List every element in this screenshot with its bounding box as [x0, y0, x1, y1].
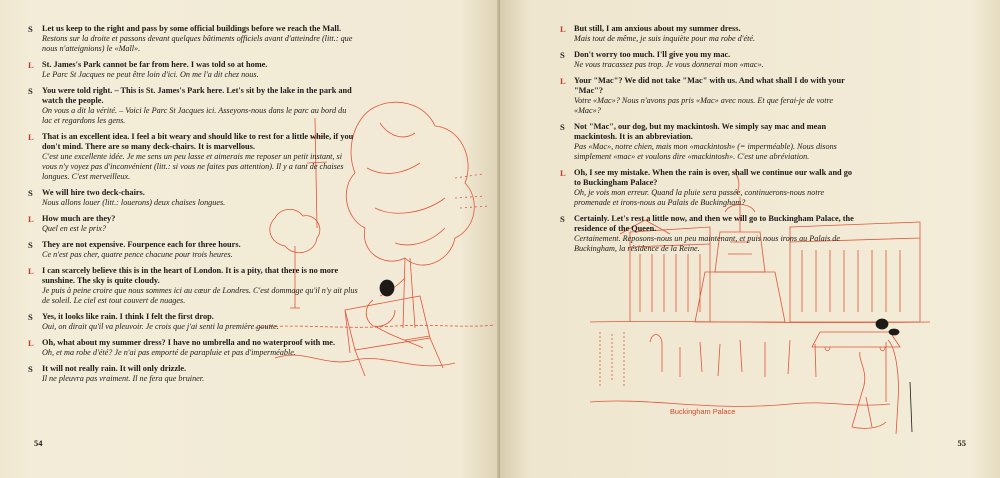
speaker-marker: S: [28, 86, 33, 96]
speaker-marker: L: [560, 76, 566, 86]
french-line: Ne vous tracassez pas trop. Je vous donnerai mon «mac».: [574, 60, 764, 69]
english-line: Yes, it looks like rain. I think I felt the first drop.: [42, 312, 214, 321]
french-line: Quel en est le prix?: [42, 224, 107, 233]
english-line: Oh, I see my mistake. When the rain is over, shall we continue our walk and go to Buckingham Palace?: [574, 168, 853, 187]
right-page: [500, 0, 1000, 478]
french-line: Oh, je vois mon erreur. Quand la pluie sera passée, continuerons-nous notre promenade et irons-nous au Palais de Buckingham?: [574, 188, 825, 207]
speaker-marker: S: [28, 24, 33, 34]
page-number: 54: [34, 438, 43, 448]
english-line: We will hire two deck-chairs.: [42, 188, 145, 197]
english-line: Not "Mac", our dog, but my mackintosh. We simply say mac and mean mackintosh. It is an abbreviation.: [574, 122, 827, 141]
page-number: 55: [957, 438, 966, 448]
dialogue-entry: [560, 24, 860, 44]
speaker-marker: S: [28, 312, 33, 322]
speaker-marker: S: [28, 364, 33, 374]
english-line: St. James's Park cannot be far from here. I was told so at home.: [42, 60, 268, 69]
dialogue-entry: [560, 168, 860, 208]
english-line: Your "Mac"? We did not take "Mac" with us. And what shall I do with your "Mac"?: [574, 76, 845, 95]
speaker-marker: S: [560, 214, 565, 224]
english-line: How much are they?: [42, 214, 116, 223]
french-line: Mais tout de même, je suis inquiète pour ma robe d'été.: [574, 34, 756, 43]
english-line: Don't worry too much. I'll give you my mac.: [574, 50, 731, 59]
english-line: You were told right. – This is St. James's Park here. Let's sit by the lake in the park and watch the people.: [42, 86, 352, 105]
speaker-marker: S: [560, 122, 565, 132]
dialogue-entry: [28, 240, 358, 260]
english-line: They are not expensive. Fourpence each for three hours.: [42, 240, 241, 249]
english-line: Let us keep to the right and pass by some official buildings before we reach the Mall.: [42, 24, 342, 33]
french-line: Nous allons louer (litt.: louerons) deux chaises longues.: [42, 198, 226, 207]
dialogue-entry: [28, 86, 358, 126]
french-line: Oui, on dirait qu'il va pleuvoir. Je crois que j'ai senti la première goutte.: [42, 322, 279, 331]
french-line: Le Parc St Jacques ne peut être loin d'ici. On me l'a dit chez nous.: [42, 70, 259, 79]
illustration-caption: Buckingham Palace: [670, 407, 736, 416]
speaker-marker: L: [28, 60, 34, 70]
speaker-marker: L: [28, 266, 34, 276]
speaker-marker: S: [28, 188, 33, 198]
french-line: Pas «Mac», notre chien, mais mon «mackintosh» (= imperméable). Nous disons simplement «mac» et voulons dire «mackintosh». C'est une abréviation.: [574, 142, 837, 161]
dialogue-list-right: [560, 24, 860, 260]
dialogue-entry: [28, 214, 358, 234]
speaker-marker: L: [28, 214, 34, 224]
dialogue-entry: [28, 60, 358, 80]
dialogue-entry: [560, 76, 860, 116]
speaker-marker: L: [28, 132, 34, 142]
french-line: Votre «Mac»? Nous n'avons pas pris «Mac» avec nous. Et que ferai-je de votre «Mac»?: [574, 96, 833, 115]
french-line: Je puis à peine croire que nous sommes ici au cœur de Londres. C'est dommage qu'il n'y ait plus de soleil. Le ciel est tout couvert de nuages.: [42, 286, 358, 305]
french-line: C'est une excellente idée. Je me sens un peu lasse et aimerais me reposer un petit instant, si vous n'y voyez pas d'inconvénient (litt.: si vous ne faites pas attention). Il y a tant de chaises longues. C'est merveilleux.: [42, 152, 344, 181]
french-line: Il ne pleuvra pas vraiment. Il ne fera que bruiner.: [42, 374, 205, 383]
speaker-marker: L: [560, 168, 566, 178]
dialogue-entry: [28, 132, 358, 182]
french-line: Certainement. Reposons-nous un peu maintenant, et puis nous irons au Palais de Buckingham, la résidence de la Reine.: [574, 234, 840, 253]
speaker-marker: L: [560, 24, 566, 34]
dialogue-entry: [560, 214, 860, 254]
english-line: It will not really rain. It will only drizzle.: [42, 364, 187, 373]
english-line: That is an excellent idea. I feel a bit weary and should like to rest for a little while, if you don't mind. There are so many deck-chairs. It is marvellous.: [42, 132, 354, 151]
speaker-marker: S: [28, 240, 33, 250]
dialogue-entry: [28, 364, 358, 384]
english-line: Oh, what about my summer dress? I have no umbrella and no waterproof with me.: [42, 338, 336, 347]
dialogue-entry: [560, 122, 860, 162]
french-line: Oh, et ma robe d'été? Je n'ai pas emporté de parapluie et pas d'imperméable.: [42, 348, 296, 357]
french-line: Ce n'est pas cher, quatre pence chacune pour trois heures.: [42, 250, 233, 259]
speaker-marker: L: [28, 338, 34, 348]
french-line: Restons sur la droite et passons devant quelques bâtiments officiels avant d'atteindre (litt.: que nous n'atteignions) le «Mall».: [42, 34, 353, 53]
dialogue-entry: [28, 24, 358, 54]
english-line: Certainly. Let's rest a little now, and then we will go to Buckingham Palace, the residence of the Queen.: [574, 214, 854, 233]
speaker-marker: S: [560, 50, 565, 60]
dialogue-list-left: [28, 24, 358, 390]
french-line: On vous a dit la vérité. – Voici le Parc St Jacques ici. Asseyons-nous dans le parc au bord du lac et regardons les gens.: [42, 106, 347, 125]
english-line: But still, I am anxious about my summer dress.: [574, 24, 741, 33]
dialogue-entry: [28, 188, 358, 208]
dialogue-entry: [28, 312, 358, 332]
dialogue-entry: [28, 266, 358, 306]
dialogue-entry: [560, 50, 860, 70]
english-line: I can scarcely believe this is in the heart of London. It is a pity, that there is no more sunshine. The sky is quite cloudy.: [42, 266, 339, 285]
dialogue-entry: [28, 338, 358, 358]
